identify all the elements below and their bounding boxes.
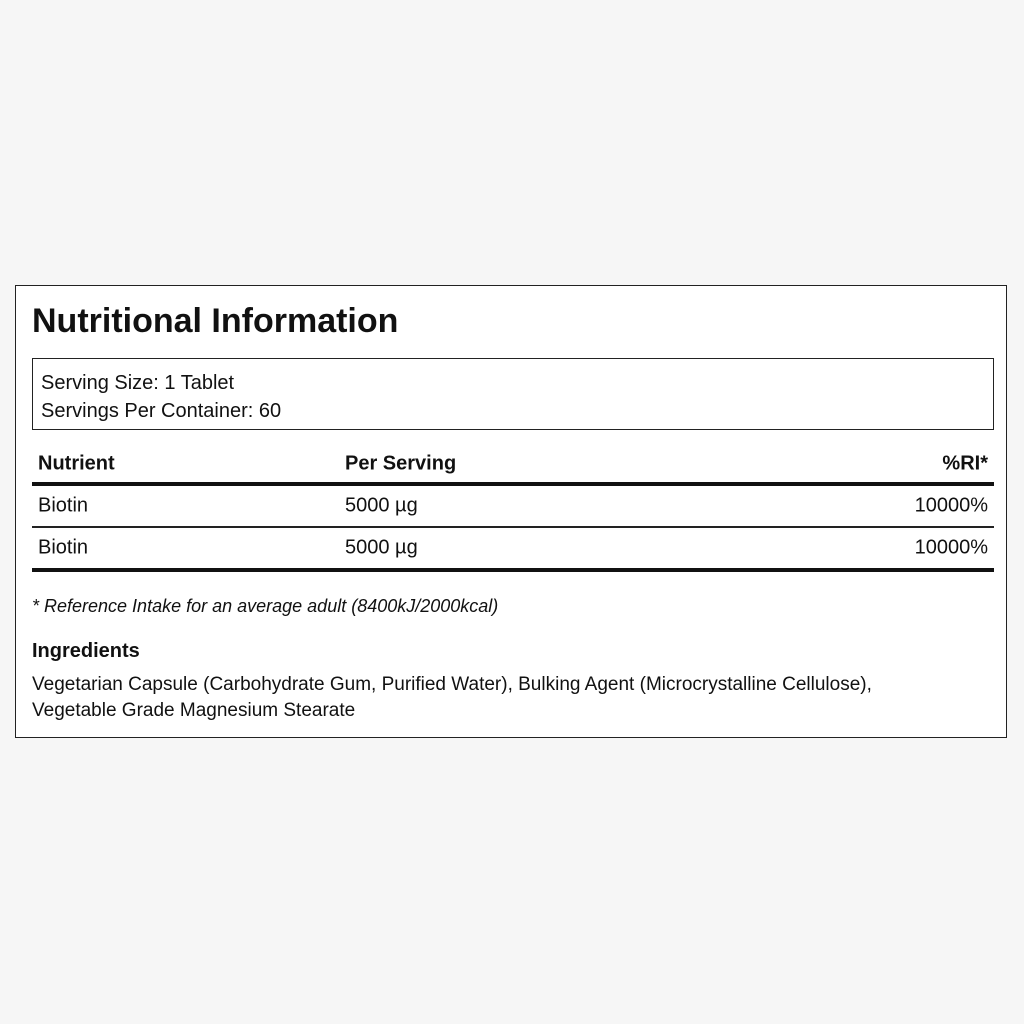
nutrient-name: Biotin [38,536,89,558]
nutrient-table [32,446,994,572]
nutrient-amount: 5000 µg [345,536,418,558]
nutrient-name: Biotin [38,494,89,517]
nutrition-panel [15,285,1007,738]
nutrient-amount: 5000 µg [345,494,418,517]
ri-footnote: * Reference Intake for an average adult (8400kJ/2000kcal) [32,596,499,616]
table-row [32,528,994,568]
header-nutrient: Nutrient [38,452,115,475]
header-ri: %RI* [942,452,988,475]
table-row [32,486,994,526]
header-per-serving: Per Serving [345,452,457,475]
serving-info-box [32,358,994,430]
servings-per-container: Servings Per Container: 60 [41,400,282,422]
table-header-row [32,446,994,482]
ingredients-heading: Ingredients [32,640,140,662]
ingredients-text: Vegetarian Capsule (Carbohydrate Gum, Purified Water), Bulking Agent (Microcrystalline Cellulose), Vegetable Grade Magnesium Stearate [32,674,872,721]
serving-size: Serving Size: 1 Tablet [41,372,235,394]
table-bottom-divider [32,568,994,572]
nutrient-ri: 10000% [914,536,988,558]
nutrient-ri: 10000% [914,494,988,517]
panel-title: Nutritional Information [32,302,399,340]
